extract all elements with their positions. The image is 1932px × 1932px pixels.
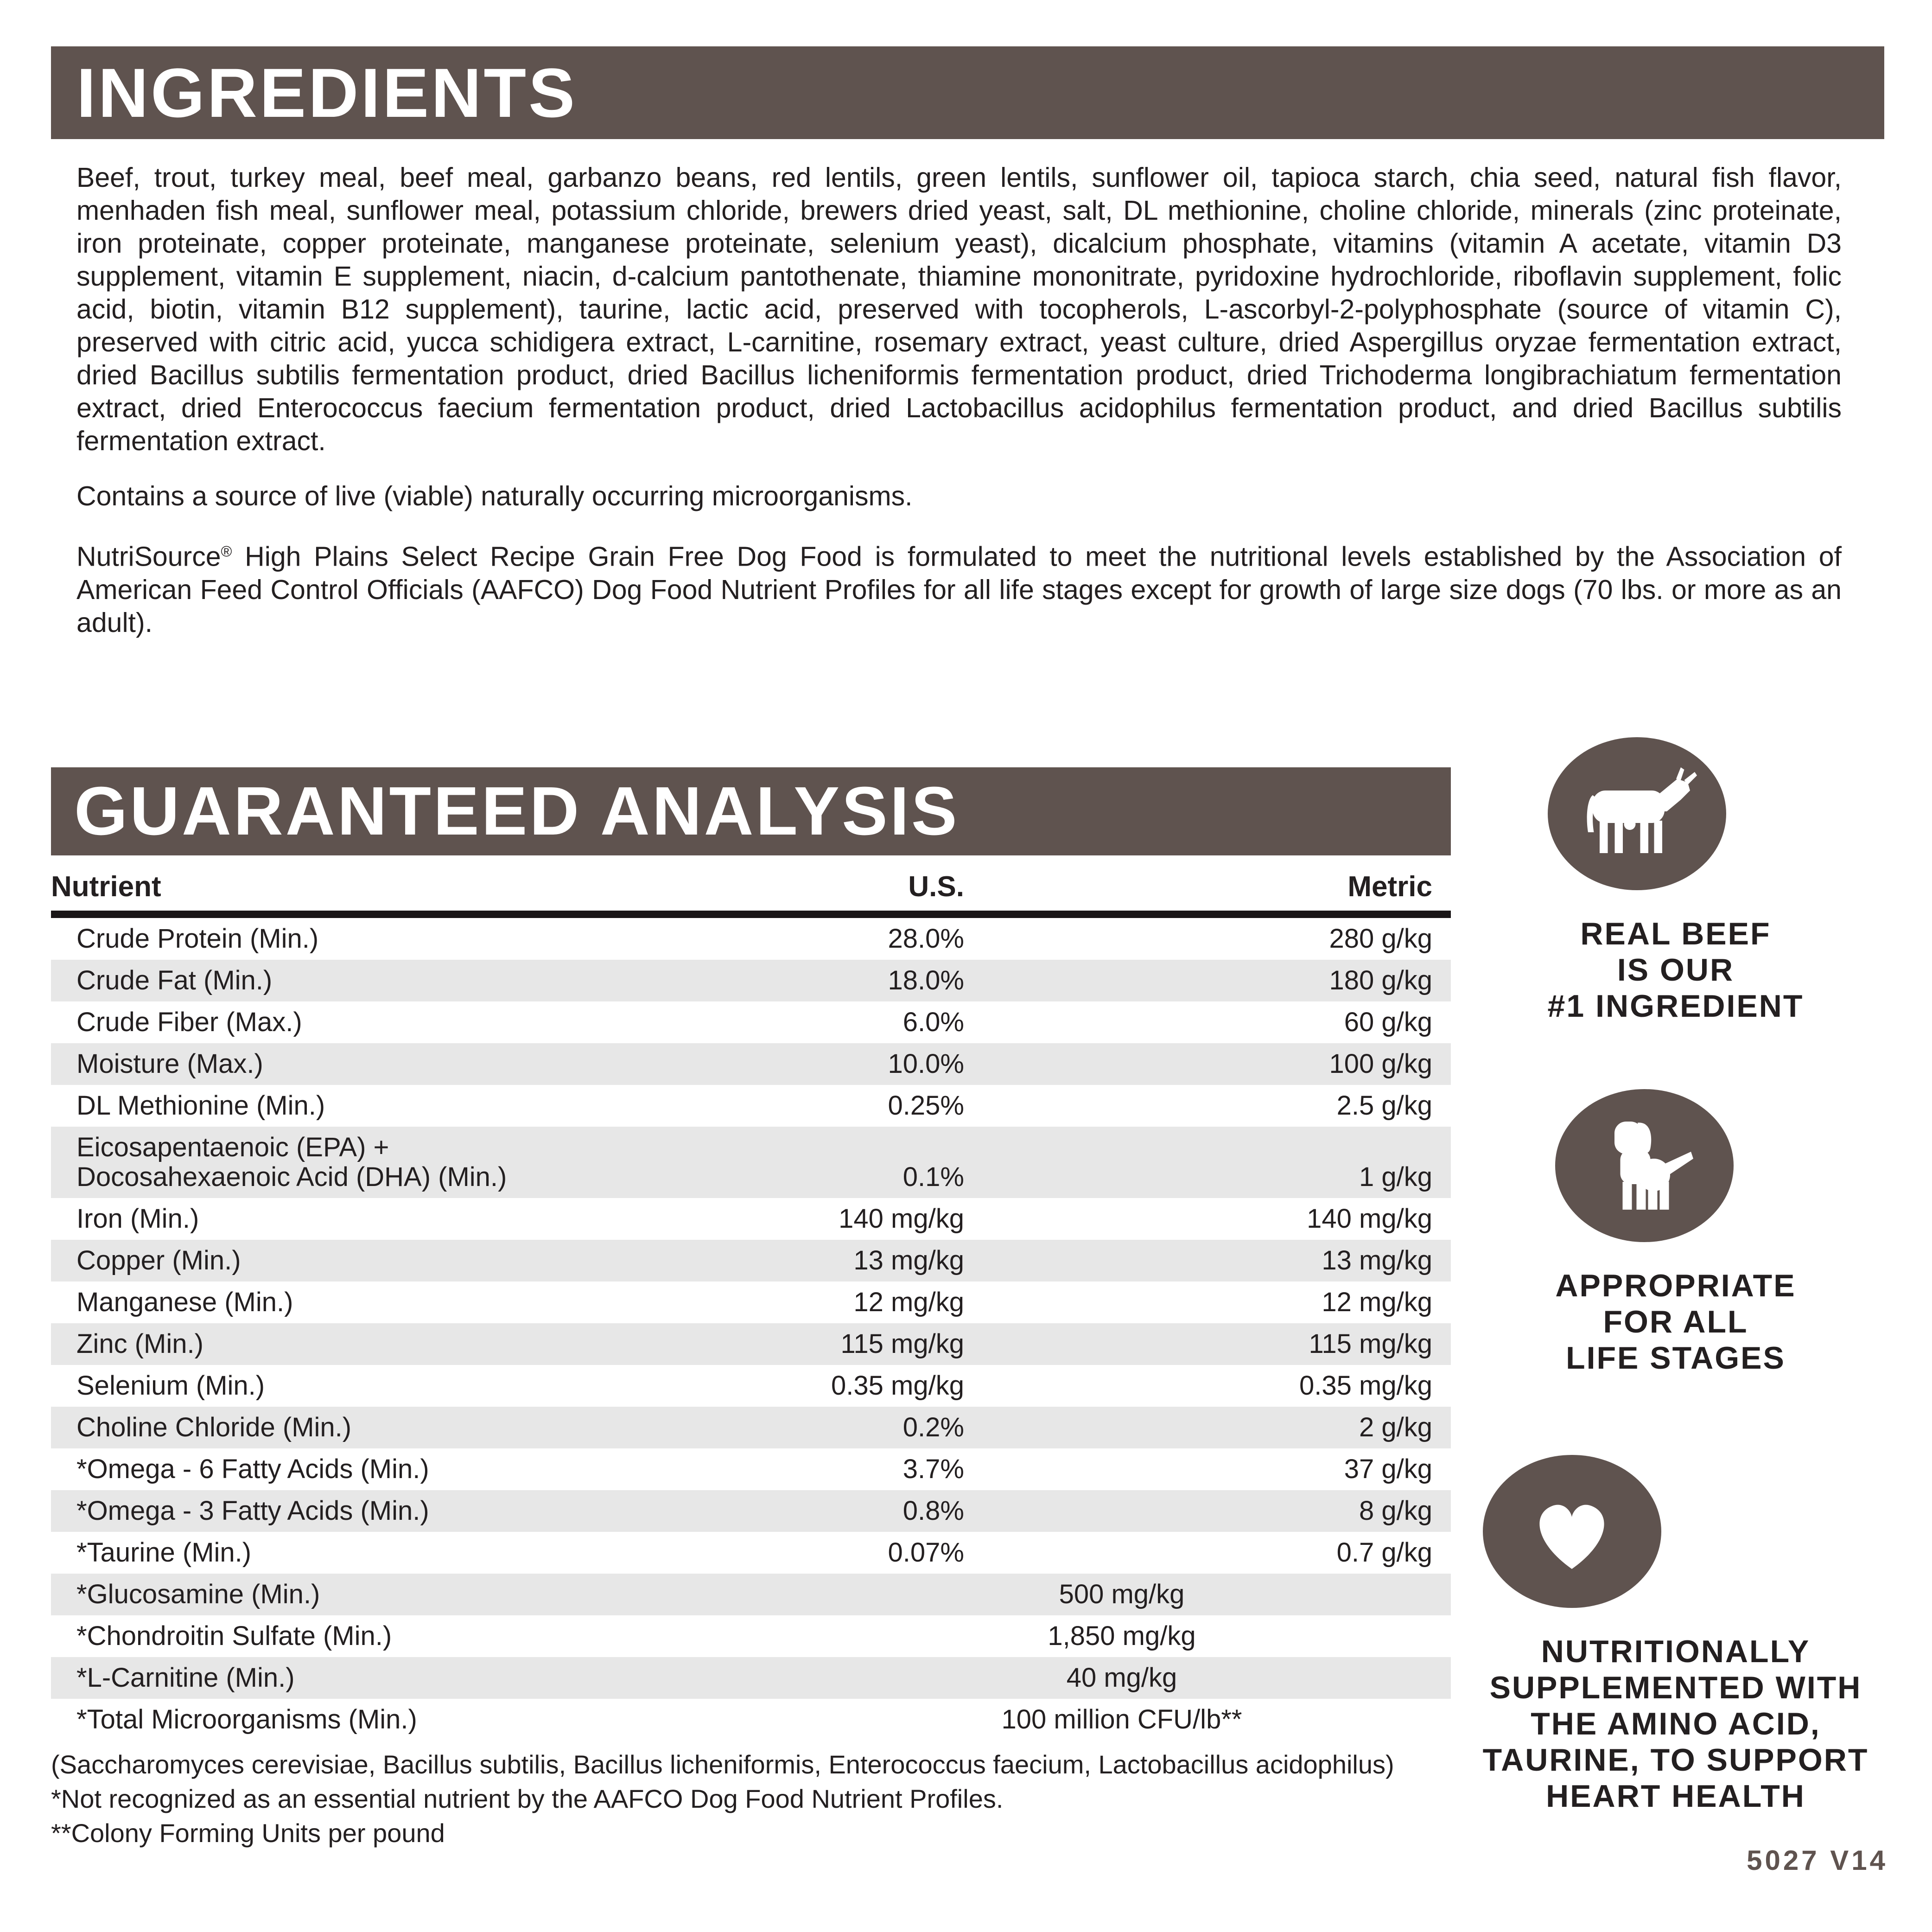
- registered-trademark-symbol: ®: [221, 543, 232, 560]
- table-row: [51, 1448, 1451, 1490]
- nutrient-cell: *Taurine (Min.): [76, 1537, 252, 1568]
- metric-value-cell: 115 mg/kg: [1309, 1329, 1432, 1359]
- table-row: [51, 1574, 1451, 1615]
- nutrient-cell: Zinc (Min.): [76, 1329, 203, 1359]
- table-header-row: [51, 860, 1451, 914]
- real-beef-badge: [1548, 737, 1804, 1024]
- column-header-metric: Metric: [964, 860, 1451, 914]
- metric-value-cell: 0.7 g/kg: [1336, 1537, 1432, 1568]
- nutrient-cell: Crude Fat (Min.): [76, 965, 273, 995]
- us-value-cell: 0.25%: [888, 1090, 964, 1121]
- metric-value-cell: 180 g/kg: [1329, 965, 1432, 995]
- badge-line: SUPPLEMENTED WITH: [1489, 1670, 1862, 1705]
- ingredients-title: INGREDIENTS: [76, 54, 578, 132]
- us-value-cell: 28.0%: [888, 924, 964, 954]
- table-row: [51, 1198, 1451, 1240]
- metric-value-cell: 12 mg/kg: [1322, 1287, 1432, 1317]
- value-cell: 40 mg/kg: [1066, 1663, 1177, 1693]
- badge-line: REAL BEEF: [1580, 916, 1771, 951]
- metric-value-cell: 37 g/kg: [1344, 1454, 1432, 1484]
- nutrient-cell: Copper (Min.): [76, 1245, 241, 1275]
- nutrient-cell: *Glucosamine (Min.): [76, 1579, 320, 1609]
- badge-line: IS OUR: [1617, 952, 1735, 988]
- table-row: [51, 960, 1451, 1001]
- badge-line: #1 INGREDIENT: [1547, 988, 1804, 1024]
- metric-value-cell: 2.5 g/kg: [1336, 1090, 1432, 1121]
- badge-line: THE AMINO ACID,: [1531, 1706, 1821, 1741]
- brand-name: NutriSource: [76, 541, 221, 572]
- metric-value-cell: 280 g/kg: [1329, 924, 1432, 954]
- analysis-footnotes: [51, 1749, 1442, 1849]
- footnote: *Not recognized as an essential nutrient by the AAFCO Dog Food Nutrient Profiles.: [51, 1784, 1004, 1813]
- microorganisms-note: Contains a source of live (viable) naturally occurring microorganisms.: [76, 481, 913, 511]
- badge-line: FOR ALL: [1603, 1304, 1748, 1339]
- us-value-cell: 0.35 mg/kg: [831, 1371, 964, 1401]
- life-stages-badge-text: [1555, 1268, 1796, 1376]
- cow-icon: [1548, 737, 1726, 890]
- us-value-cell: 115 mg/kg: [840, 1329, 964, 1359]
- us-value-cell: 12 mg/kg: [853, 1287, 964, 1317]
- badge-line: APPROPRIATE: [1555, 1268, 1796, 1303]
- nutrient-cell: Crude Protein (Min.): [76, 924, 319, 954]
- life-stages-badge: [1555, 1089, 1796, 1376]
- table-row: [51, 1240, 1451, 1282]
- column-header-nutrient: Nutrient: [51, 860, 723, 914]
- table-row: [51, 1532, 1451, 1574]
- us-value-cell: 3.7%: [902, 1454, 964, 1484]
- us-value-cell: 18.0%: [888, 965, 964, 995]
- table-row: [51, 1365, 1451, 1407]
- version-code: 5027 V14: [1747, 1845, 1888, 1876]
- table-row: [51, 1657, 1451, 1699]
- metric-value-cell: 140 mg/kg: [1307, 1204, 1432, 1234]
- metric-value-cell: 13 mg/kg: [1322, 1245, 1432, 1275]
- guaranteed-analysis-title: GUARANTEED ANALYSIS: [74, 773, 960, 849]
- value-cell: 100 million CFU/lb**: [1001, 1704, 1242, 1734]
- us-value-cell: 0.2%: [902, 1412, 964, 1442]
- badge-line: TAURINE, TO SUPPORT: [1482, 1742, 1869, 1778]
- ingredients-section: [51, 46, 1884, 639]
- nutrient-cell: Eicosapentaenoic (EPA) + Docosahexaenoic Acid (DHA) (Min.): [76, 1132, 507, 1192]
- table-row: [51, 1001, 1451, 1043]
- table-row: [51, 1615, 1451, 1657]
- us-value-cell: 0.07%: [888, 1537, 964, 1568]
- heart-health-badge-text: [1483, 1633, 1869, 1814]
- value-cell: 500 mg/kg: [1059, 1579, 1185, 1609]
- real-beef-badge-text: [1548, 916, 1804, 1024]
- nutrient-cell: *Omega - 6 Fatty Acids (Min.): [76, 1454, 429, 1484]
- table-row: [51, 914, 1451, 960]
- heart-icon: [1483, 1455, 1661, 1608]
- guaranteed-analysis-header-bar: [51, 767, 1451, 855]
- table-row: [51, 1407, 1451, 1448]
- badge-line: LIFE STAGES: [1566, 1340, 1786, 1376]
- heart-health-badge: [1483, 1455, 1869, 1814]
- metric-value-cell: 8 g/kg: [1359, 1496, 1432, 1526]
- us-value-cell: 10.0%: [888, 1049, 964, 1079]
- badge-line: HEART HEALTH: [1546, 1779, 1805, 1814]
- nutrient-cell: Moisture (Max.): [76, 1049, 263, 1079]
- ingredients-paragraph: Beef, trout, turkey meal, beef meal, garbanzo beans, red lentils, green lentils, sunflower oil, tapioca starch, chia seed, natural fish flavor, menhaden fish meal, sunflower meal, potassium chloride, brewers dried yeast, salt, DL methionine, choline chloride, minerals (zinc proteinate, iron proteinate, copper proteinate, manganese proteinate, selenium yeast), dicalcium phosphate, vitamins (vitamin A acetate, vitamin D3 supplement, vitamin E supplement, niacin, d-calcium pantothenate, thiamine mononitrate, pyridoxine hydrochloride, riboflavin supplement, folic acid, biotin, vitamin B12 supplement), taurine, lactic acid, preserved with tocopherols, L-ascorbyl-2-polyphosphate (source of vitamin C), preserved with citric acid, yucca schidigera extract, L-carnitine, rosemary extract, yeast culture, dried Aspergillus oryzae fermentation extract, dried Bacillus subtilis fermentation product, dried Bacillus licheniformis fermentation product, dried Trichoderma longibrachiatum fermentation extract, dried Enterococcus faecium fermentation product, dried Lactobacillus acidophilus fermentation product, and dried Bacillus subtilis fermentation extract.: [76, 162, 1842, 456]
- value-cell: 1,850 mg/kg: [1048, 1621, 1196, 1651]
- table-row: [51, 1282, 1451, 1323]
- metric-value-cell: 100 g/kg: [1329, 1049, 1432, 1079]
- us-value-cell: 6.0%: [902, 1007, 964, 1037]
- table-row: [51, 1043, 1451, 1085]
- metric-value-cell: 60 g/kg: [1344, 1007, 1432, 1037]
- analysis-table-body: [51, 914, 1451, 1741]
- aafco-statement: [76, 535, 1842, 639]
- nutrient-cell: DL Methionine (Min.): [76, 1090, 325, 1121]
- table-row: [51, 1699, 1451, 1741]
- nutrient-cell: *Omega - 3 Fatty Acids (Min.): [76, 1496, 429, 1526]
- ingredients-header-bar: [51, 46, 1884, 139]
- analysis-table: [51, 860, 1451, 1741]
- footnote: **Colony Forming Units per pound: [51, 1818, 445, 1848]
- guaranteed-analysis-section: [51, 767, 1455, 1852]
- nutrient-cell: *Total Microorganisms (Min.): [76, 1704, 417, 1734]
- us-value-cell: 0.1%: [902, 1162, 964, 1192]
- nutrient-cell: Iron (Min.): [76, 1204, 199, 1234]
- badge-line: NUTRITIONALLY: [1541, 1634, 1811, 1669]
- nutrient-cell: Choline Chloride (Min.): [76, 1412, 352, 1442]
- dog-icon: [1555, 1089, 1734, 1242]
- nutrient-cell: Crude Fiber (Max.): [76, 1007, 302, 1037]
- us-value-cell: 0.8%: [902, 1496, 964, 1526]
- table-row: [51, 1085, 1451, 1127]
- table-row: [51, 1490, 1451, 1532]
- nutrient-cell: *Chondroitin Sulfate (Min.): [76, 1621, 392, 1651]
- metric-value-cell: 2 g/kg: [1359, 1412, 1432, 1442]
- table-row: [51, 1127, 1451, 1198]
- metric-value-cell: 1 g/kg: [1359, 1162, 1432, 1192]
- us-value-cell: 13 mg/kg: [853, 1245, 964, 1275]
- aafco-statement-text: High Plains Select Recipe Grain Free Dog Food is formulated to meet the nutritional levels established by the Association of American Feed Control Officials (AAFCO) Dog Food Nutrient Profiles for all life stages except for growth of large size dogs (70 lbs. or more as an adult).: [76, 541, 1842, 638]
- nutrient-cell: Manganese (Min.): [76, 1287, 293, 1317]
- claims-column: [1462, 737, 1889, 1814]
- nutrient-cell: Selenium (Min.): [76, 1371, 265, 1401]
- column-header-us: U.S.: [723, 860, 964, 914]
- metric-value-cell: 0.35 mg/kg: [1299, 1371, 1432, 1401]
- us-value-cell: 140 mg/kg: [839, 1204, 964, 1234]
- nutrient-cell: *L-Carnitine (Min.): [76, 1663, 295, 1693]
- table-row: [51, 1323, 1451, 1365]
- footnote: (Saccharomyces cerevisiae, Bacillus subtilis, Bacillus licheniformis, Enterococcus faecium, Lactobacillus acidophilus): [51, 1750, 1394, 1779]
